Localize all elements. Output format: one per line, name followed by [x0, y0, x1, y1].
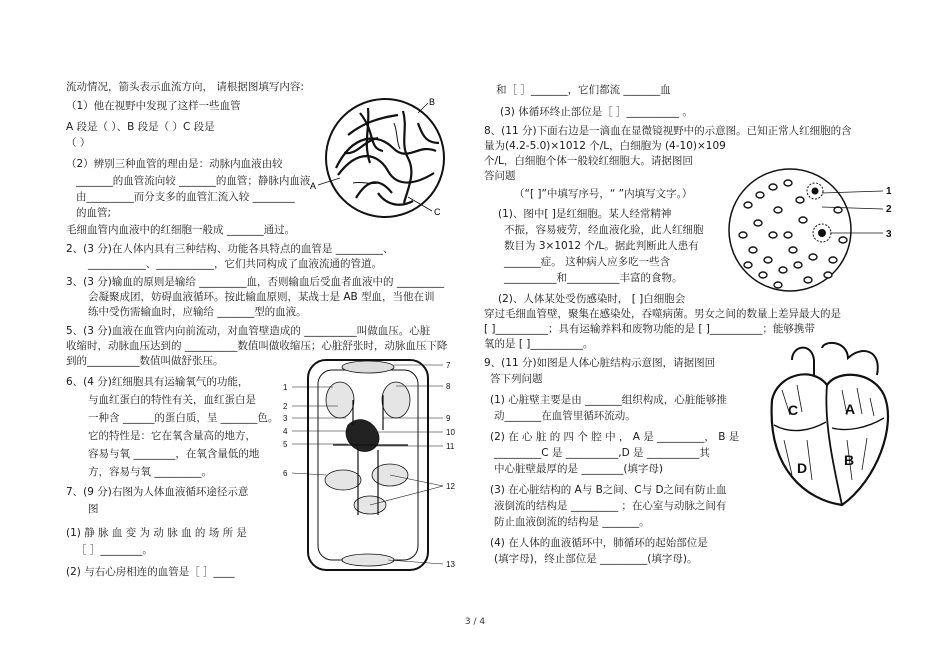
red-blood-cell — [839, 237, 847, 243]
question-8: 8、(11 分)下面右边是一滴血在显微镜视野中的示意图。已知正常人红细胞的含 — [484, 125, 852, 137]
text-line: 防止血液倒流的结构是 _______。 — [494, 516, 650, 528]
text-line: 个/L，白细胞个体一般较红细胞大。请据图回 — [484, 155, 693, 167]
red-blood-cell — [774, 207, 782, 213]
question-3: 3、(3 分)输血的原则是输给 _________血，否则输血后受血者血液中的 _________ — [66, 276, 445, 288]
text-line: 练中受伤需输血时，应输给 _______型的血液。 — [88, 306, 307, 318]
question-5: 5、(3 分)血液在血管内向前流动，对血管壁造成的 __________叫做血压。心脏 — [66, 325, 431, 337]
label-11: 11 — [446, 442, 455, 451]
red-blood-cell — [809, 254, 817, 260]
text-line: 答下列问题 — [490, 373, 543, 385]
text-line: ___________、___________，它们共同构成了血液流通的管道。 — [88, 258, 382, 270]
text-line: 和［ ］_______，它们都流 _______血 — [496, 84, 671, 96]
text-line: 图 — [88, 503, 99, 515]
heart-figure — [752, 340, 902, 510]
red-blood-cell — [739, 232, 747, 238]
label-a: A — [310, 181, 317, 191]
text-line: 不振，容易疲劳，经血液化验，此人红细胞 — [504, 224, 704, 236]
heart-label-a: A — [845, 401, 856, 417]
red-blood-cell — [789, 247, 797, 253]
red-blood-cell — [769, 232, 777, 238]
text-line: (4) 在人体的血液循环中，肺循环的起始部位是 — [490, 537, 708, 549]
red-blood-cell — [784, 232, 792, 238]
text-line: 与血红蛋白的特性有关，血红蛋白是 — [88, 394, 256, 406]
text-line: 毛细血管内血液中的红细胞一般成 _______通过。 — [66, 224, 296, 236]
red-blood-cell — [764, 257, 772, 263]
text-line: 数目为 3×1012 个/L。据此判断此人患有 — [504, 240, 699, 252]
red-blood-cell — [799, 217, 807, 223]
heart-label-c: C — [788, 402, 799, 418]
text-line: __________和__________丰富的食物。 — [504, 272, 683, 284]
label-1: 1 — [283, 383, 288, 392]
text-line: (1) 心脏壁主要是由 _______组织构成，心脏能够推 — [490, 394, 727, 406]
label-5: 5 — [283, 440, 288, 449]
heart-label-d: D — [797, 460, 808, 476]
text-line: [ ]__________；具有运输养料和废物功能的是 [ ]__________；能够携带 — [484, 323, 815, 335]
smear-label-1: 1 — [886, 186, 892, 197]
text-line: A 段是（ ）、B 段是（ ）C 段是 — [66, 121, 215, 133]
label-12: 12 — [446, 482, 455, 491]
text-line: (2) 与右心房相连的血管是［ ］____ — [66, 566, 235, 578]
question-2: 2、(3 分)在人体内具有三种结构、功能各具特点的血管是 _________、 — [66, 243, 394, 255]
text-line: 量为(4.2-5.0)×1012 个/L，白细胞为 (4-10)×109 — [484, 140, 726, 152]
red-blood-cell — [794, 262, 802, 268]
red-blood-cell — [829, 257, 837, 263]
text-line: _______症。 这种病人应多吃一些含 — [504, 256, 671, 268]
question-7: 7、(9 分)右图为人体血液循环途径示意 — [66, 486, 249, 498]
text-line: (3) 体循环终止部位是［ ］__________ 。 — [500, 106, 693, 118]
label-c: C — [434, 207, 441, 217]
question-9: 9、(11 分)如图是人体心脏结构示意图，请据图回 — [484, 357, 716, 369]
red-blood-cell — [756, 192, 764, 198]
text-line: （2）辨别三种血管的理由是：动脉内血液由较 — [66, 158, 283, 170]
heart-label-b: B — [844, 452, 855, 468]
text-line: 流动情况，箭头表示血流方向， 请根据图填写内容: — [66, 81, 304, 93]
question-6: 6、(4 分)红细胞具有运输氧气的功能， — [66, 376, 249, 388]
text-line: 方，容易与氧 _________。 — [88, 466, 213, 478]
text-line: (填字母)，终止部位是 _________(填字母)。 — [494, 553, 698, 565]
capillary-figure — [308, 93, 453, 223]
text-line: _______的血管流向较 _______的血管；静脉内血液 — [76, 175, 311, 187]
text-line: (1)、图中[ ]是红细胞。某人经常精神 — [498, 208, 672, 220]
text-line: 动_______在血管里循环流动。 — [494, 410, 636, 422]
red-blood-cell — [744, 262, 752, 268]
label-13: 13 — [446, 560, 455, 569]
page-number: 3 / 4 — [464, 617, 486, 627]
text-line: _________C 是 __________,D 是 __________其 — [494, 447, 710, 459]
text-line: 会凝聚成团，妨碍血液循环。按此输血原则，某战士是 AB 型血，当他在训 — [88, 291, 435, 303]
text-line: 氧的是 [ ]__________。 — [484, 338, 594, 350]
red-blood-cell — [769, 184, 777, 190]
label-2: 2 — [283, 402, 288, 411]
red-blood-cell — [749, 247, 757, 253]
text-line: （1）他在视野中发现了这样一些血管 — [66, 100, 241, 112]
label-4: 4 — [283, 427, 288, 436]
text-line: 中心脏壁最厚的是 ________(填字母) — [494, 463, 664, 475]
text-line: 由_________而分支多的血管汇流入较 ________ — [76, 191, 295, 203]
text-line: 到的__________数值叫做舒张压。 — [66, 355, 224, 367]
smear-label-3: 3 — [886, 229, 892, 240]
red-blood-cell — [824, 272, 832, 278]
text-line: 的血管; — [76, 207, 112, 219]
text-line: （ ） — [66, 137, 91, 149]
text-line: (2)、人体某处受伤感染时， [ ]白细胞会 — [498, 293, 686, 305]
text-line: （“[ ]”中填写序号，“ ”内填写文字。） — [514, 188, 693, 200]
text-line: 它的特性是：它在氧含量高的地方， — [88, 430, 256, 442]
text-line: (3) 在心脏结构的 A与 B之间、C与 D之间有防止血 — [490, 484, 727, 496]
red-blood-cell — [779, 267, 787, 273]
text-line: 答问题 — [484, 170, 516, 182]
label-8: 8 — [446, 382, 451, 391]
circulation-figure — [278, 355, 468, 575]
text-line: (1) 静 脉 血 变 为 动 脉 血 的 场 所 是 — [66, 527, 247, 539]
text-line: 液倒流的结构是 _________ ；在心室与动脉之间有 — [494, 500, 727, 512]
red-blood-cell — [796, 197, 804, 203]
text-line: 一种含 ______的蛋白质，呈 _______色。 — [88, 412, 279, 424]
text-line: 收缩时，动脉血压达到的 __________数值叫做收缩压；心脏舒张时，动脉血压下降 — [66, 340, 448, 352]
red-blood-cell — [744, 202, 752, 208]
red-blood-cell — [759, 272, 767, 278]
label-6: 6 — [283, 469, 288, 478]
text-line: 容易与氧 ________，在氧含量低的地 — [88, 448, 260, 460]
red-blood-cell — [774, 282, 782, 288]
text-line: (2) 在 心 脏 的 四 个 腔 中 ， A 是 _________， B 是 — [490, 431, 740, 443]
red-blood-cell — [754, 220, 762, 226]
red-blood-cell — [784, 180, 792, 186]
smear-label-2: 2 — [886, 204, 892, 215]
label-9: 9 — [446, 414, 451, 423]
label-10: 10 — [446, 428, 455, 437]
text-line: 穿过毛细血管壁，聚集在感染处，吞噬病菌。男女之间的数量上差异最大的是 — [484, 308, 841, 320]
red-blood-cell — [804, 277, 812, 283]
label-b: B — [429, 97, 436, 107]
blood-smear-figure — [718, 165, 903, 295]
label-7: 7 — [446, 361, 451, 370]
label-3: 3 — [283, 414, 288, 423]
text-line: ［ ］________。 — [76, 544, 153, 556]
